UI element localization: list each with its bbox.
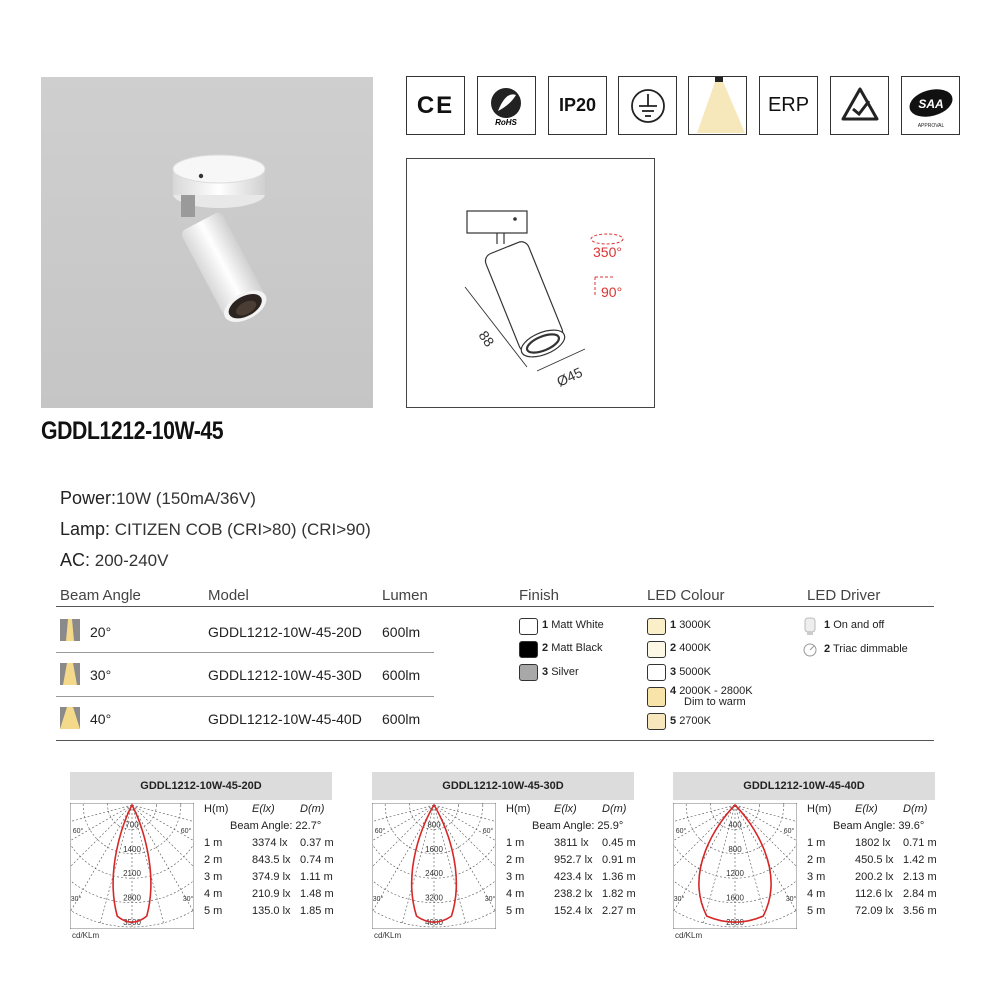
photometric-cell: 72.09 lx — [855, 905, 894, 917]
photometric-cell: 3 m — [807, 871, 826, 883]
driver-option: 1 On and off — [824, 619, 885, 631]
lamp-value: CITIZEN COB (CRI>80) (CRI>90) — [114, 520, 371, 539]
photometric-cell: 0.71 m — [903, 837, 937, 849]
photometric-cell: 3374 lx — [252, 837, 288, 849]
beam-20-icon — [60, 619, 80, 641]
beam-angle-label: Beam Angle: 39.6° — [833, 820, 925, 832]
photometric-row — [799, 905, 939, 922]
photometric-cell: 4 m — [204, 888, 223, 900]
table-row-model: GDDL1212-10W-45-20D — [208, 624, 362, 640]
table-row-lumen: 600lm — [382, 624, 421, 640]
photometric-cell: 2 m — [204, 854, 223, 866]
table-row-divider — [56, 652, 434, 653]
photometric-cell: 3.56 m — [903, 905, 937, 917]
photometric-cell: 450.5 lx — [855, 854, 894, 866]
photometric-header-cell: H(m) — [204, 803, 229, 815]
photometric-cell: 1.85 m — [300, 905, 334, 917]
finish-option: 1 Matt White — [542, 619, 604, 631]
led-colour-option: 3 5000K — [670, 666, 711, 678]
photometric-row — [196, 837, 336, 854]
saa-sub-label: APPROVAL — [917, 122, 944, 129]
photometric-row — [196, 905, 336, 922]
rotation-angle: 350° — [593, 244, 622, 260]
bulb-icon — [802, 616, 818, 636]
photometric-header-cell: H(m) — [506, 803, 531, 815]
photometric-cell: 1.11 m — [300, 871, 333, 883]
beam-40-icon — [60, 707, 80, 729]
polar-ring-label: 4000 — [425, 918, 443, 927]
model-title: GDDL1212-10W-45 — [41, 417, 224, 445]
led-colour-option: 2 4000K — [670, 642, 711, 654]
lamp-label: Lamp: — [60, 519, 111, 539]
polar-ring-label: 2100 — [123, 869, 141, 879]
polar-distribution-chart — [70, 803, 194, 929]
photometric-cell: 112.6 lx — [855, 888, 893, 900]
finish-option: 2 Matt Black — [542, 642, 603, 654]
table-row-lumen: 600lm — [382, 711, 421, 727]
header-led-colour: LED Colour — [647, 587, 725, 604]
led-colour-swatch — [647, 641, 666, 658]
photometric-row — [498, 854, 638, 871]
led-colour-option: 4 2000K - 2800K Dim to warm — [670, 685, 753, 708]
polar-ring-label: 2000 — [726, 918, 744, 927]
photometric-table — [799, 803, 939, 922]
photometric-cell: 3 m — [204, 871, 223, 883]
ce-mark-icon: CE — [406, 76, 465, 135]
photometric-row — [498, 871, 638, 888]
spec-lamp — [60, 519, 371, 540]
photometric-header-cell: E(lx) — [855, 803, 878, 815]
photometric-cell: 210.9 lx — [252, 888, 291, 900]
polar-angle-label: 30° — [70, 896, 82, 903]
rohs-icon — [477, 76, 536, 135]
photometric-row — [498, 905, 638, 922]
table-row-beam: 30° — [90, 667, 112, 683]
polar-ring-label: 3500 — [123, 918, 141, 927]
table-row-lumen: 600lm — [382, 667, 421, 683]
header-lumen: Lumen — [382, 587, 428, 604]
photometric-row — [196, 888, 336, 905]
spec-power — [60, 488, 256, 509]
photometric-cell: 3 m — [506, 871, 525, 883]
polar-distribution-chart — [372, 803, 496, 929]
polar-angle-label: 30° — [372, 896, 384, 903]
unit-label: cd/KLm — [675, 931, 703, 940]
photometric-row — [799, 871, 939, 888]
polar-angle-label: 60° — [675, 828, 687, 835]
table-row-model: GDDL1212-10W-45-30D — [208, 667, 362, 683]
led-colour-option: 5 2700K — [670, 715, 711, 727]
photometric-cell: 0.45 m — [602, 837, 636, 849]
photometric-block — [70, 772, 332, 940]
beam-angle-label: Beam Angle: 25.9° — [532, 820, 624, 832]
polar-ring-label: 1600 — [425, 844, 443, 854]
polar-angle-label: 30° — [484, 896, 496, 903]
polar-distribution-chart — [673, 803, 797, 929]
polar-ring-label: 1400 — [123, 844, 141, 854]
saa-icon — [901, 76, 960, 135]
photometric-cell: 1 m — [506, 837, 525, 849]
unit-label: cd/KLm — [72, 931, 100, 940]
header-finish: Finish — [519, 587, 560, 604]
photometric-title: GDDL1212-10W-45-30D — [372, 772, 634, 800]
polar-angle-label: 60° — [180, 828, 192, 835]
table-row-model: GDDL1212-10W-45-40D — [208, 711, 362, 727]
dimension-drawing — [406, 158, 655, 408]
photometric-header-cell: D(m) — [903, 803, 928, 815]
polar-ring-label: 2800 — [123, 893, 141, 903]
photometric-header-cell: E(lx) — [554, 803, 577, 815]
photometric-cell: 238.2 lx — [554, 888, 593, 900]
table-row-beam: 20° — [90, 624, 112, 640]
photometric-cell: 952.7 lx — [554, 854, 593, 866]
photometric-table — [498, 803, 638, 922]
rcm-icon — [830, 76, 889, 135]
header-beam-angle: Beam Angle — [60, 587, 141, 604]
photometric-cell: 5 m — [506, 905, 525, 917]
photometric-cell: 1.48 m — [300, 888, 334, 900]
photometric-cell: 5 m — [807, 905, 826, 917]
photometric-cell: 1.36 m — [602, 871, 636, 883]
polar-ring-label: 800 — [728, 844, 742, 854]
earth-ground-icon — [618, 76, 677, 135]
photometric-cell: 2.27 m — [602, 905, 636, 917]
led-colour-option: 1 3000K — [670, 619, 711, 631]
led-colour-swatch — [647, 713, 666, 730]
spec-ac — [60, 550, 168, 571]
polar-ring-label: 400 — [728, 820, 742, 830]
led-colour-swatch — [647, 618, 666, 635]
length-dimension: 88 — [475, 327, 498, 350]
photometric-row — [799, 837, 939, 854]
polar-ring-label: 1600 — [726, 893, 744, 903]
photometric-header-cell: H(m) — [807, 803, 832, 815]
photometric-cell: 1 m — [204, 837, 223, 849]
finish-swatch-black — [519, 641, 538, 658]
photometric-table — [196, 803, 336, 922]
finish-swatch-silver — [519, 664, 538, 681]
photometric-cell: 0.91 m — [602, 854, 636, 866]
polar-angle-label: 60° — [72, 828, 84, 835]
table-bottom-rule — [56, 740, 934, 741]
photometric-cell: 1 m — [807, 837, 826, 849]
photometric-header-row — [196, 803, 336, 820]
photometric-cell: 4 m — [807, 888, 826, 900]
polar-ring-label: 2400 — [425, 869, 443, 879]
dimmer-icon — [801, 642, 819, 658]
table-top-rule — [56, 606, 934, 607]
photometric-cell: 2.13 m — [903, 871, 937, 883]
photometric-block — [372, 772, 634, 940]
photometric-cell: 2 m — [506, 854, 525, 866]
beam-30-icon — [60, 663, 80, 685]
photometric-cell: 2 m — [807, 854, 826, 866]
polar-angle-label: 60° — [482, 828, 494, 835]
finish-swatch-white — [519, 618, 538, 635]
finish-option: 3 Silver — [542, 666, 579, 678]
photometric-header-cell: D(m) — [602, 803, 627, 815]
power-value: 10W (150mA/36V) — [116, 489, 256, 508]
polar-angle-label: 30° — [182, 896, 194, 903]
photometric-row — [799, 888, 939, 905]
polar-ring-label: 3200 — [425, 893, 443, 903]
photometric-cell: 843.5 lx — [252, 854, 291, 866]
polar-angle-label: 30° — [785, 896, 797, 903]
erp-icon: ERP — [759, 76, 818, 135]
photometric-header-row — [498, 803, 638, 820]
polar-angle-label: 30° — [673, 896, 685, 903]
product-photo — [41, 77, 373, 408]
photometric-cell: 2.84 m — [903, 888, 937, 900]
photometric-title: GDDL1212-10W-45-40D — [673, 772, 935, 800]
photometric-cell: 1802 lx — [855, 837, 891, 849]
polar-angle-label: 60° — [783, 828, 795, 835]
header-model: Model — [208, 587, 249, 604]
photometric-cell: 0.37 m — [300, 837, 334, 849]
tilt-angle: 90° — [601, 284, 623, 300]
unit-label: cd/KLm — [374, 931, 402, 940]
saa-label: SAA — [917, 96, 944, 111]
light-beam-icon — [688, 76, 747, 135]
photometric-cell: 4 m — [506, 888, 525, 900]
photometric-header-cell: E(lx) — [252, 803, 275, 815]
ip-rating-icon: IP20 — [548, 76, 607, 135]
photometric-cell: 200.2 lx — [855, 871, 894, 883]
photometric-cell: 0.74 m — [300, 854, 334, 866]
photometric-cell: 3811 lx — [554, 837, 589, 849]
photometric-block — [673, 772, 935, 940]
photometric-row — [196, 871, 336, 888]
photometric-row — [799, 854, 939, 871]
photometric-row — [196, 854, 336, 871]
polar-ring-label: 1200 — [726, 869, 744, 879]
photometric-row — [498, 888, 638, 905]
polar-ring-label: 700 — [125, 820, 139, 830]
ac-value: 200-240V — [94, 551, 169, 570]
photometric-cell: 1.82 m — [602, 888, 636, 900]
rohs-label: RoHS — [495, 118, 517, 127]
header-led-driver: LED Driver — [807, 587, 881, 604]
power-label: Power: — [60, 488, 117, 508]
polar-ring-label: 800 — [427, 820, 441, 830]
photometric-title: GDDL1212-10W-45-20D — [70, 772, 332, 800]
photometric-cell: 423.4 lx — [554, 871, 593, 883]
photometric-cell: 374.9 lx — [252, 871, 291, 883]
beam-angle-label: Beam Angle: 22.7° — [230, 820, 322, 832]
polar-angle-label: 60° — [374, 828, 386, 835]
led-colour-swatch — [647, 664, 666, 681]
driver-option: 2 Triac dimmable — [824, 643, 908, 655]
table-row-beam: 40° — [90, 711, 112, 727]
photometric-header-row — [799, 803, 939, 820]
led-colour-swatch — [647, 687, 666, 707]
photometric-cell: 5 m — [204, 905, 223, 917]
photometric-cell: 135.0 lx — [252, 905, 291, 917]
ac-label: AC: — [60, 550, 91, 570]
photometric-cell: 1.42 m — [903, 854, 937, 866]
table-row-divider — [56, 696, 434, 697]
diameter-dimension: Ø45 — [554, 363, 585, 390]
photometric-header-cell: D(m) — [300, 803, 325, 815]
photometric-cell: 152.4 lx — [554, 905, 593, 917]
photometric-row — [498, 837, 638, 854]
